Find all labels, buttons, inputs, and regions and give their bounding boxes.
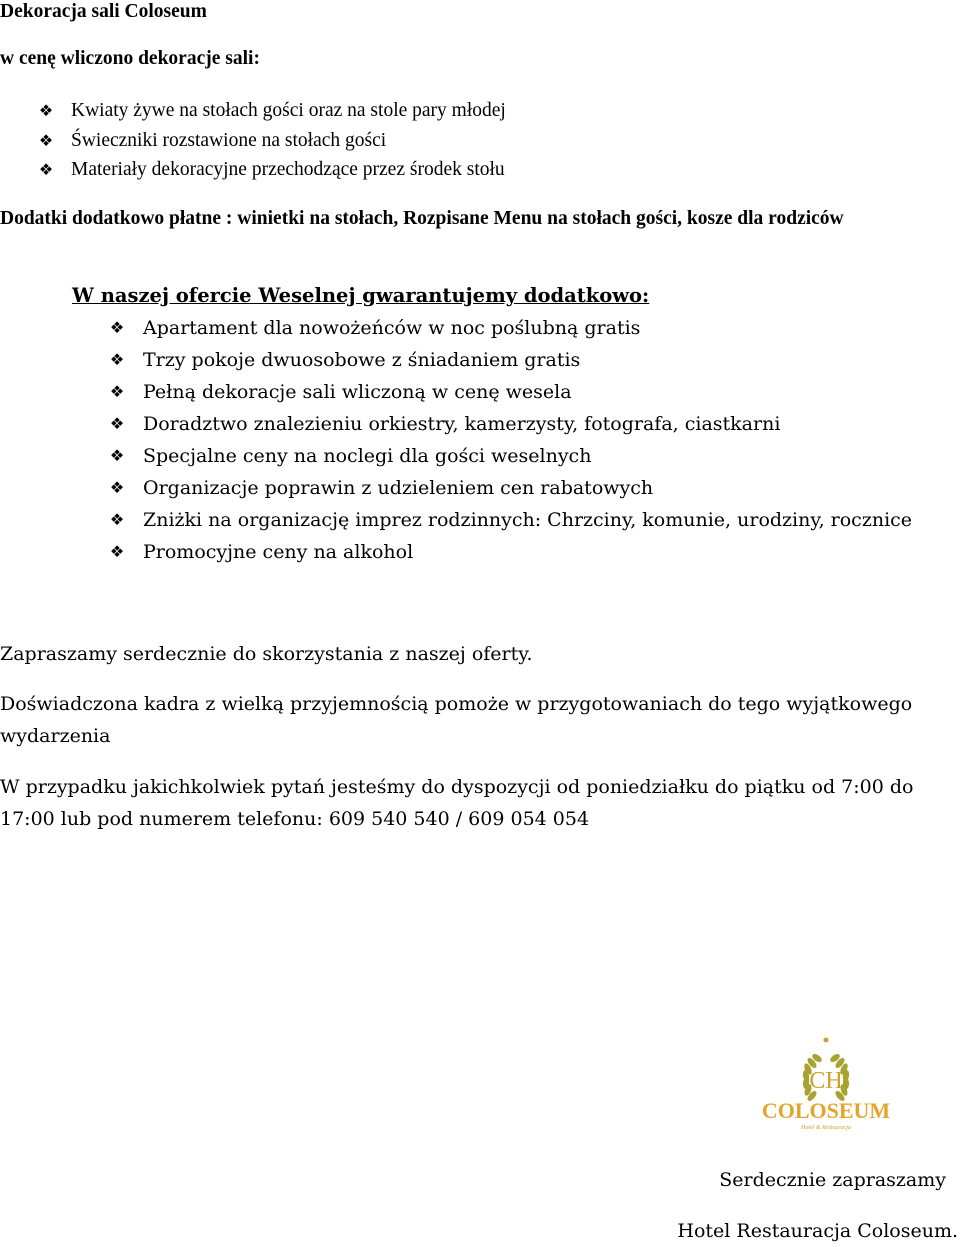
diamond-bullet-icon: ❖ bbox=[109, 478, 125, 497]
diamond-bullet-icon: ❖ bbox=[109, 446, 125, 465]
list-item: ❖ Pełną dekoracje sali wliczoną w cenę wesela bbox=[107, 376, 912, 408]
list-item: ❖ Specjalne ceny na noclegi dla gości weselnych bbox=[107, 440, 912, 472]
diamond-bullet-icon: ❖ bbox=[38, 130, 54, 150]
list-item: ❖ Kwiaty żywe na stołach gości oraz na stole pary młodej bbox=[36, 96, 506, 126]
diamond-bullet-icon: ❖ bbox=[109, 542, 125, 561]
list-item: ❖ Trzy pokoje dwuosobowe z śniadaniem gratis bbox=[107, 344, 912, 376]
coloseum-logo bbox=[748, 1036, 904, 1132]
closing-invitation: Serdecznie zapraszamy bbox=[719, 1169, 946, 1191]
contact-paragraph: W przypadku jakichkolwiek pytań jesteśmy do dyspozycji od poniedziałku do piątku od 7:00 do 17:00 lub pod numerem telefonu: 609 540 540 / 609 054 054 bbox=[0, 776, 914, 830]
list-item: ❖ Promocyjne ceny na alkohol bbox=[107, 536, 912, 568]
paid-extras: Dodatki dodatkowo płatne : winietki na stołach, Rozpisane Menu na stołach gości, kosze dla rodziców bbox=[0, 208, 844, 229]
list-item: ❖ Świeczniki rozstawione na stołach gości bbox=[36, 126, 506, 156]
diamond-bullet-icon: ❖ bbox=[109, 318, 125, 337]
closing-signature: Hotel Restauracja Coloseum. bbox=[677, 1220, 958, 1242]
offer-heading: W naszej ofercie Weselnej gwarantujemy dodatkowo: bbox=[72, 284, 650, 307]
invite-paragraph: Zapraszamy serdecznie do skorzystania z naszej oferty. bbox=[0, 643, 533, 665]
crown-dot-icon bbox=[824, 1038, 829, 1043]
decor-subtitle: w cenę wliczono dekoracje sali: bbox=[0, 48, 260, 69]
diamond-bullet-icon: ❖ bbox=[109, 382, 125, 401]
diamond-bullet-icon: ❖ bbox=[109, 414, 125, 433]
staff-paragraph: Doświadczona kadra z wielką przyjemnością pomoże w przygotowaniach do tego wyjątkowego wydarzenia bbox=[0, 693, 913, 747]
diamond-bullet-icon: ❖ bbox=[109, 510, 125, 529]
list-item: ❖ Apartament dla nowożeńców w noc poślubną gratis bbox=[107, 312, 912, 344]
diamond-bullet-icon: ❖ bbox=[109, 350, 125, 369]
offer-list bbox=[107, 312, 912, 568]
page-title: Dekoracja sali Coloseum bbox=[0, 1, 207, 22]
list-item: ❖ Materiały dekoracyjne przechodzące przez środek stołu bbox=[36, 155, 506, 185]
list-item: ❖ Organizacje poprawin z udzieleniem cen rabatowych bbox=[107, 472, 912, 504]
decor-list bbox=[36, 96, 506, 185]
list-item: ❖ Doradztwo znalezieniu orkiestry, kamerzysty, fotografa, ciastkarni bbox=[107, 408, 912, 440]
logo-monogram: CH bbox=[809, 1068, 843, 1094]
logo-name: COLOSEUM bbox=[761, 1098, 891, 1123]
diamond-bullet-icon: ❖ bbox=[38, 101, 54, 120]
logo-tagline: Hotel & Restauracja bbox=[801, 1125, 851, 1131]
list-item: ❖ Zniżki na organizację imprez rodzinnych: Chrzciny, komunie, urodziny, rocznice bbox=[107, 504, 912, 536]
diamond-bullet-icon: ❖ bbox=[38, 160, 54, 179]
